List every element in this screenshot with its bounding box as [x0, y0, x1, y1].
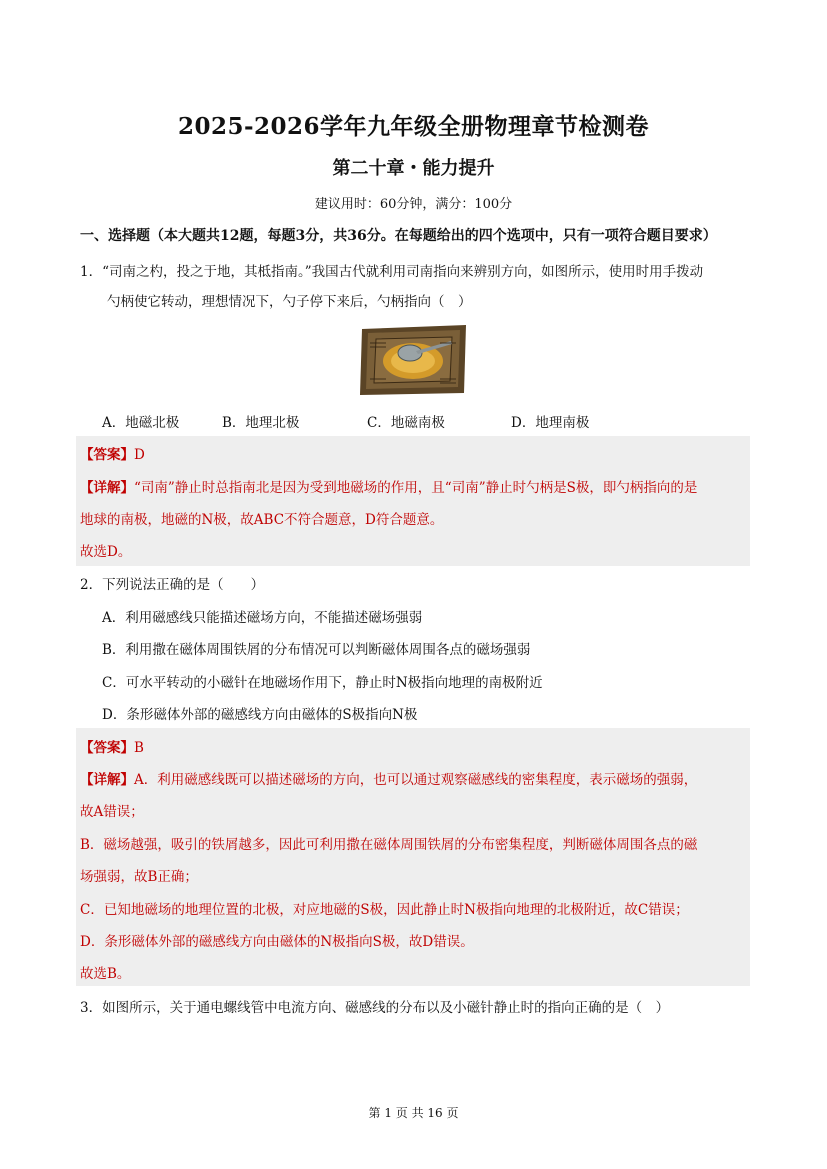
q2-conclusion: 故选B。	[80, 966, 131, 982]
q2-detail-line3: B．磁场越强，吸引的铁屑越多，因此可利用撒在磁体周围铁屑的分布密集程度，判断磁体周围各点的磁	[80, 837, 698, 853]
q1-answer-tag: 【答案】	[80, 447, 134, 463]
q1-option-d: D．地理南极	[511, 415, 590, 431]
q1-detail-tag: 【详解】	[80, 480, 134, 496]
q2-option-b: B．利用撒在磁体周围铁屑的分布情况可以判断磁体周围各点的磁场强弱	[102, 642, 531, 658]
q1-conclusion: 故选D。	[80, 544, 132, 560]
q2-detail-tag: 【详解】	[80, 772, 134, 788]
q2-detail-line2: 故A错误；	[80, 804, 144, 820]
q2-answer-line	[80, 736, 144, 756]
q2-stem: 2．下列说法正确的是（ ）	[80, 577, 265, 593]
q1-detail-text1: “司南”静止时总指南北是因为受到地磁场的作用，且“司南”静止时勺柄是S极，即勺柄指向的是	[134, 480, 698, 496]
chapter-subtitle: 第二十章・能力提升	[332, 158, 495, 179]
q1-option-c: C．地磁南极	[367, 415, 445, 431]
sinan-compass-icon	[356, 323, 470, 397]
q2-option-c: C．可水平转动的小磁针在地磁场作用下，静止时N极指向地理的南极附近	[102, 675, 543, 691]
section-heading: 一、选择题（本大题共12题，每题3分，共36分。在每题给出的四个选项中，只有一项符合题目要求）	[80, 228, 717, 244]
q1-answer-line	[80, 443, 145, 463]
q2-detail-line4: 场强弱，故B正确；	[80, 869, 198, 885]
q1-detail-line1	[80, 476, 697, 496]
q2-answer-box	[76, 728, 750, 986]
q2-option-a: A．利用磁感线只能描述磁场方向，不能描述磁场强弱	[102, 610, 423, 626]
q1-detail-line2: 地球的南极，地磁的N极，故ABC不符合题意，D符合题意。	[80, 512, 444, 528]
q1-answer-value: D	[134, 447, 145, 463]
q2-detail-text1: A．利用磁感线既可以描述磁场的方向，也可以通过观察磁感线的密集程度，表示磁场的强弱，	[134, 772, 698, 788]
q2-detail-line1	[80, 768, 697, 788]
q1-option-b: B．地理北极	[222, 415, 300, 431]
q3-stem: 3．如图所示，关于通电螺线管中电流方向、磁感线的分布以及小磁针静止时的指向正确的是（ ）	[80, 1000, 670, 1016]
q2-answer-tag: 【答案】	[80, 740, 134, 756]
q1-option-a: A．地磁北极	[102, 415, 180, 431]
q2-detail-line5: C．已知地磁场的地理位置的北极，对应地磁的S极，因此静止时N极指向地理的北极附近，故C错误；	[80, 902, 689, 918]
q2-answer-value: B	[134, 740, 144, 756]
page-footer: 第 1 页 共 16 页	[368, 1106, 459, 1120]
page-title: 2025-2026学年九年级全册物理章节检测卷	[177, 113, 650, 140]
q2-detail-line6: D．条形磁体外部的磁感线方向由磁体的N极指向S极，故D错误。	[80, 934, 474, 950]
q1-stem-line1: 1．“司南之杓，投之于地，其柢指南。”我国古代就利用司南指向来辨别方向，如图所示，使用时用手拨动	[80, 264, 704, 280]
q1-stem-line2: 勺柄使它转动，理想情况下，勺子停下来后，勺柄指向（ ）	[107, 294, 472, 310]
q1-answer-box	[76, 436, 750, 566]
q2-option-d: D．条形磁体外部的磁感线方向由磁体的S极指向N极	[102, 707, 418, 723]
exam-meta: 建议用时：60分钟，满分：100分	[314, 197, 513, 212]
